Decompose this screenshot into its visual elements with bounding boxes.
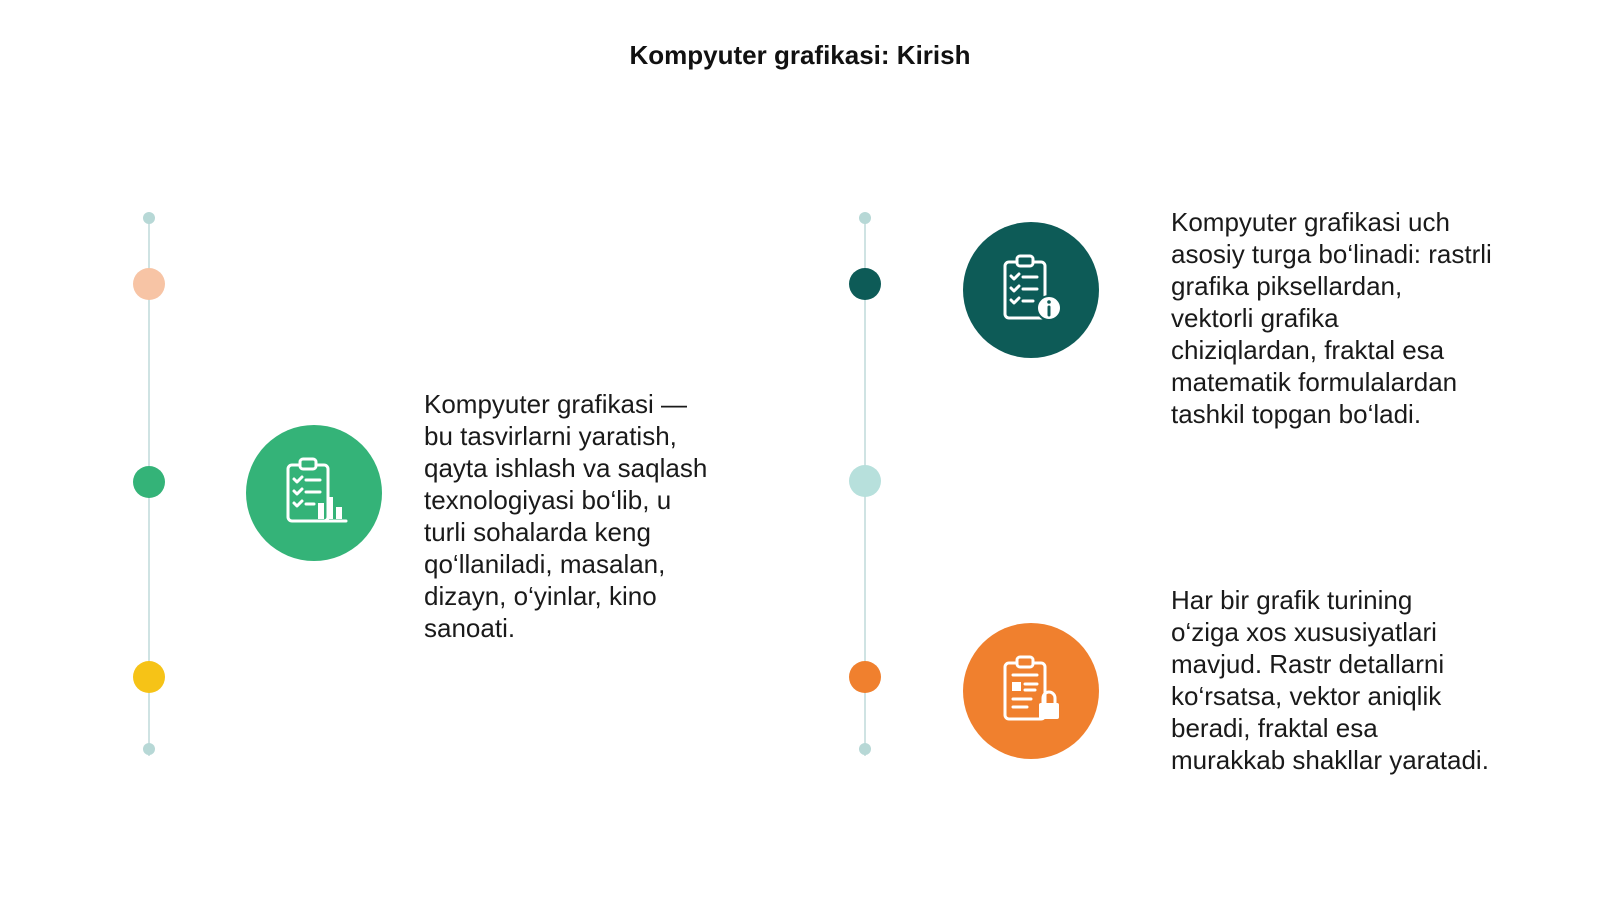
item-2-icon-circle: [963, 222, 1099, 358]
item-3-text: Har bir grafik turining o‘ziga xos xususiyatlari mavjud. Rastr detallarni ko‘rsatsa, vektor aniqlik beradi, fraktal esa murakkab shakllar yaratadi.: [1171, 585, 1489, 775]
item-3-icon-circle: [963, 623, 1099, 759]
timeline-start-dot: [143, 212, 155, 224]
timeline-left: [139, 216, 159, 756]
timeline-end-dot: [859, 743, 871, 755]
page-title: Kompyuter grafikasi: Kirish: [629, 40, 971, 70]
timeline-marker-green: [133, 466, 165, 498]
timeline-marker-peach: [133, 268, 165, 300]
item-1-icon-circle: [246, 425, 382, 561]
timeline-right: [855, 216, 875, 756]
timeline-marker-dark-teal: [849, 268, 881, 300]
timeline-marker-yellow: [133, 661, 165, 693]
timeline-marker-light-teal: [849, 465, 881, 497]
timeline-start-dot: [859, 212, 871, 224]
timeline-marker-orange: [849, 661, 881, 693]
timeline-end-dot: [143, 743, 155, 755]
item-2-text: Kompyuter grafikasi uch asosiy turga bo‘linadi: rastrli grafika piksellardan, vektorli grafika chiziqlardan, fraktal esa matematik formulalardan tashkil topgan bo‘ladi.: [1171, 207, 1492, 429]
clipboard-lock-icon: [991, 651, 1071, 731]
item-1-text: Kompyuter grafikasi — bu tasvirlarni yaratish, qayta ishlash va saqlash texnologiyasi bo‘lib, u turli sohalarda keng qo‘llaniladi, masalan, dizayn, o‘yinlar, kino sanoati.: [424, 389, 708, 643]
clipboard-info-icon: [991, 250, 1071, 330]
clipboard-chart-icon: [274, 453, 354, 533]
